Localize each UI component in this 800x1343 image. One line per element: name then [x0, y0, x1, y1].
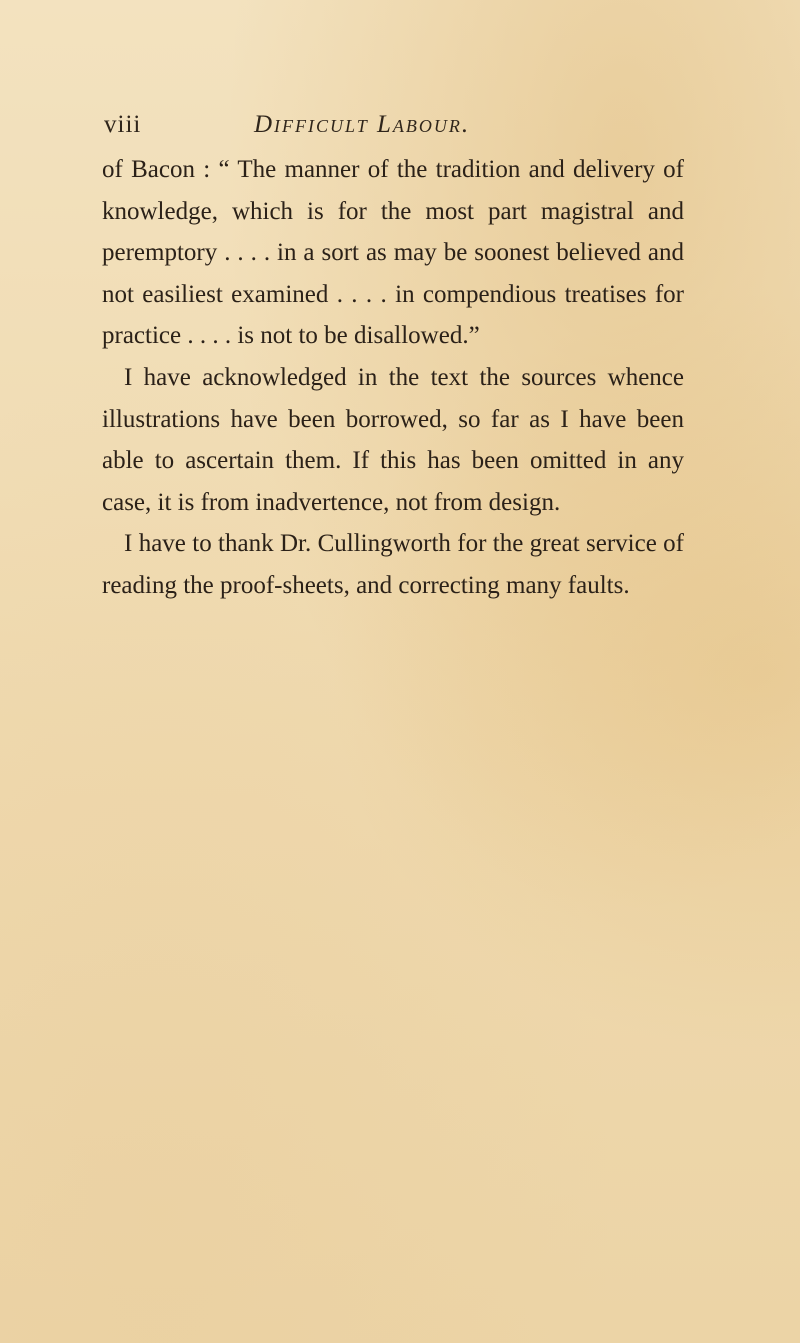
page-number: viii: [104, 111, 142, 138]
paragraph-sources: I have acknowledged in the text the sources whence illustrations have been borrowed, so far as I have been able to ascertain them. If this has been omitted in any case, it is from inadvertence, not from design.: [102, 363, 684, 516]
paragraph-thanks: I have to thank Dr. Cullingworth for the great service of reading the proof-sheets, and correcting many faults.: [102, 530, 684, 599]
paragraph-continuation: of Bacon : “ The manner of the tradition and delivery of knowledge, which is for the most part magistral and peremptory . . . . in a sort as may be soonest believed and not easiliest examined . . . . in compendious treatises for practice . . . . is not to be disallowed.”: [102, 156, 684, 350]
running-head: [104, 111, 684, 151]
running-title: Difficult Labour.: [254, 111, 471, 138]
body-text: [102, 149, 684, 607]
